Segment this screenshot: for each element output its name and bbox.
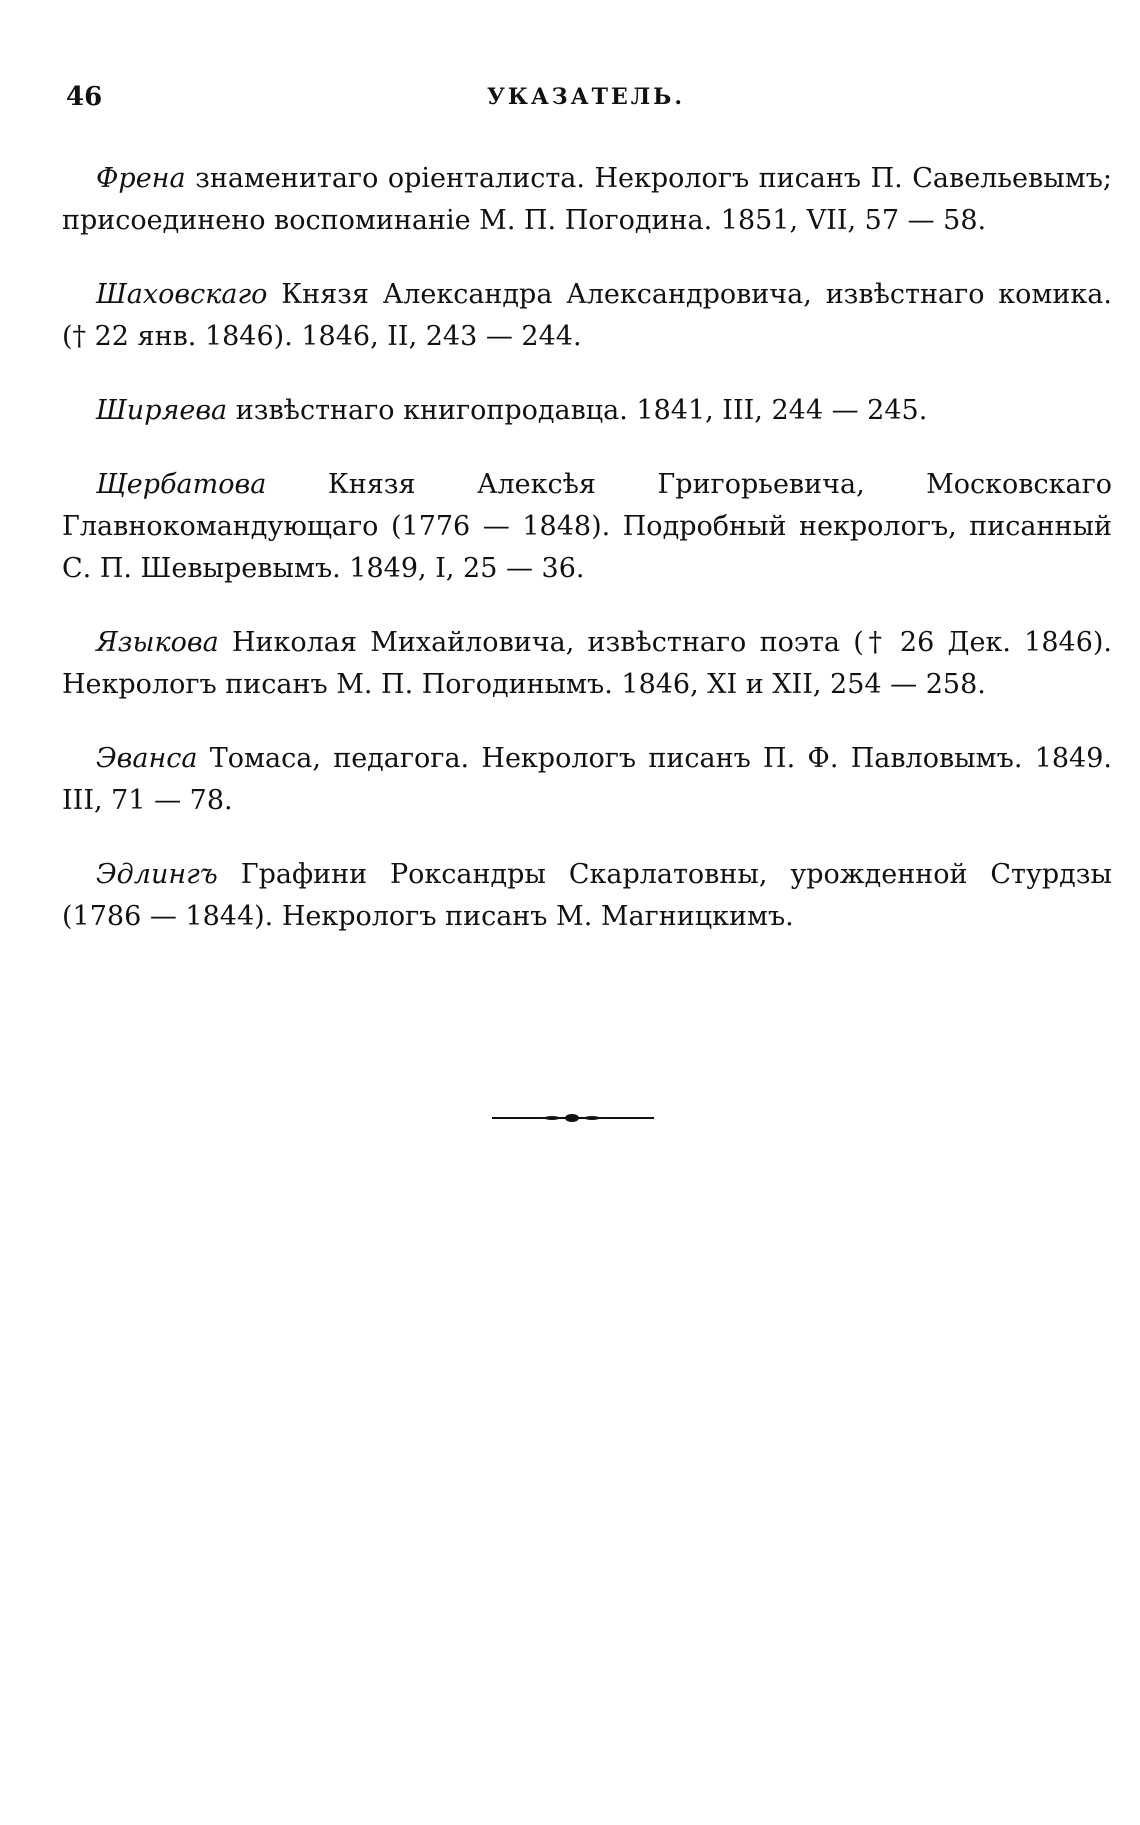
entry-text: Томаса, педагога. Некрологъ писанъ П. Ф. Павловымъ. 1849. III, 71 — 78. [62,743,1112,816]
entry-text: Николая Михайловича, извѣстнаго поэта († 26 Дек. 1846). Некрологъ писанъ М. П. Погодинымъ. 1846, XI и XII, 254 — 258. [62,627,1112,700]
index-entry [62,464,1112,590]
index-entry [62,622,1112,706]
entry-name: Шаховскаго [96,279,268,310]
index-entry [62,738,1112,822]
page-number: 46 [66,82,103,112]
page-header [66,82,1106,122]
index-entry [62,390,1112,432]
entry-name: Эдлингъ [96,859,218,890]
entry-text: извѣстнаго книгопродавца. 1841, III, 244 — 245. [227,395,928,426]
ornamental-divider [492,1113,654,1123]
entry-name: Языкова [96,627,219,658]
entry-text: знаменитаго оріенталиста. Некрологъ писанъ П. Савельевымъ; присоединено воспоминаніе М. П. Погодина. 1851, VII, 57 — 58. [62,163,1112,236]
index-entries [62,158,1112,970]
entry-name: Френа [96,163,186,194]
entry-name: Ширяева [96,395,228,426]
entry-text: Графини Роксандры Скарлатовны, урожденной Стурдзы (1786 — 1844). Некрологъ писанъ М. Магницкимъ. [62,859,1112,932]
index-entry [62,854,1112,938]
index-entry [62,158,1112,242]
entry-text: Князя Александра Александровича, извѣстнаго комика. († 22 янв. 1846). 1846, II, 243 — 244. [62,279,1112,352]
running-title: УКАЗАТЕЛЬ. [487,84,685,110]
entry-name: Щербатова [96,469,267,500]
index-entry [62,274,1112,358]
entry-name: Эванса [96,743,198,774]
entry-text: Князя Алексѣя Григорьевича, Московскаго Главнокомандующаго (1776 — 1848). Подробный некрологъ, писанный С. П. Шевыревымъ. 1849, I, 25 — 36. [62,469,1112,584]
